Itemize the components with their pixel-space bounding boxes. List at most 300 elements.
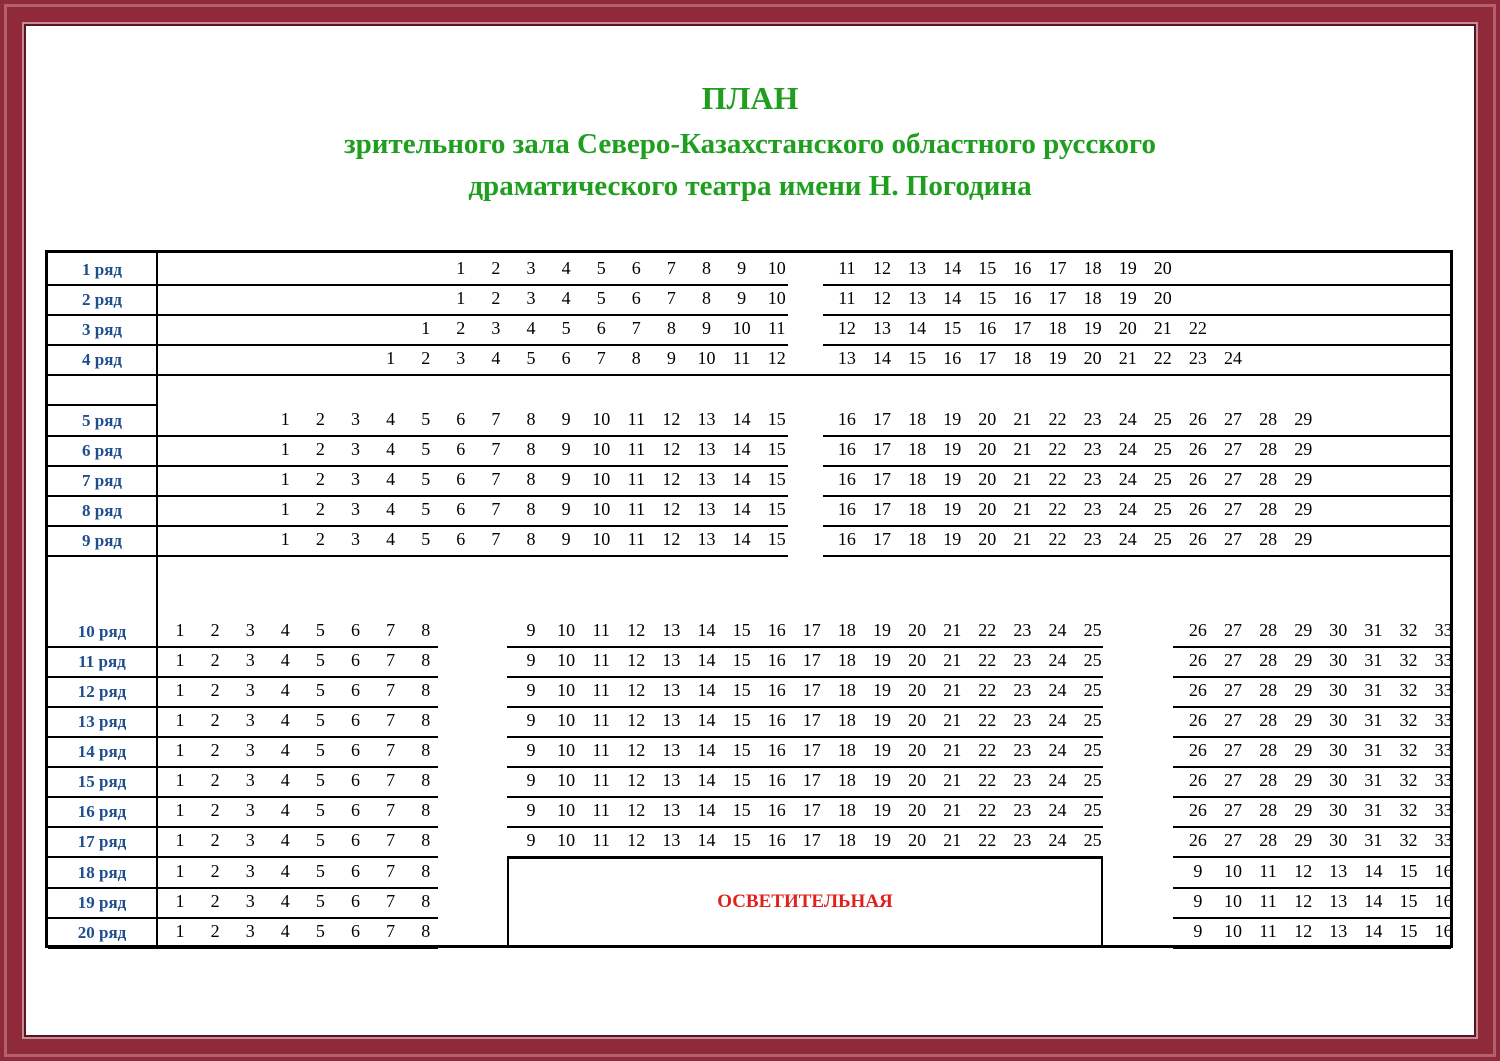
seat[interactable]: 3	[526, 288, 536, 308]
seat[interactable]: 9	[561, 499, 571, 519]
seat[interactable]: 5	[315, 770, 325, 790]
seat[interactable]: 3	[351, 409, 360, 429]
seat[interactable]: 29	[1294, 800, 1313, 820]
seat[interactable]: 18	[908, 499, 927, 519]
seat[interactable]: 20	[908, 830, 927, 850]
seat[interactable]: 2	[210, 861, 220, 881]
seat[interactable]: 14	[1364, 891, 1383, 911]
seat[interactable]: 5	[315, 620, 325, 640]
seat[interactable]: 29	[1294, 830, 1313, 850]
seat[interactable]: 1	[386, 348, 396, 368]
seat[interactable]: 18	[837, 830, 856, 850]
seat[interactable]: 30	[1329, 620, 1348, 640]
seat[interactable]: 24	[1048, 710, 1067, 730]
seat[interactable]: 7	[596, 348, 606, 368]
seat[interactable]: 20	[908, 740, 927, 760]
seat[interactable]: 4	[280, 891, 290, 911]
seat[interactable]: 10	[732, 318, 751, 338]
seat[interactable]: 9	[526, 680, 536, 700]
seat[interactable]: 1	[280, 409, 290, 429]
seat[interactable]: 20	[908, 770, 927, 790]
seat[interactable]: 14	[697, 830, 716, 850]
seat[interactable]: 4	[280, 861, 290, 881]
seat[interactable]: 33	[1434, 710, 1453, 730]
seat[interactable]: 12	[1294, 861, 1313, 881]
seat[interactable]: 12	[1294, 891, 1313, 911]
seat[interactable]: 23	[1013, 770, 1032, 790]
seat[interactable]: 13	[908, 288, 927, 308]
seat[interactable]: 12	[662, 439, 681, 459]
seat[interactable]: 25	[1153, 529, 1172, 549]
seat[interactable]: 4	[386, 499, 396, 519]
seat[interactable]: 2	[210, 891, 220, 911]
seat[interactable]: 3	[245, 861, 255, 881]
seat[interactable]: 31	[1364, 620, 1383, 640]
seat[interactable]: 14	[732, 409, 751, 429]
seat[interactable]: 17	[802, 800, 821, 820]
seat[interactable]: 21	[1118, 348, 1137, 368]
seat[interactable]: 4	[280, 650, 290, 670]
seat[interactable]: 27	[1224, 499, 1242, 519]
seat[interactable]: 11	[1259, 921, 1277, 941]
seat[interactable]: 1	[456, 258, 466, 278]
seat[interactable]: 26	[1188, 830, 1207, 850]
seat[interactable]: 15	[732, 830, 751, 850]
seat[interactable]: 10	[557, 650, 576, 670]
seat[interactable]: 3	[245, 740, 255, 760]
seat[interactable]: 3	[245, 800, 255, 820]
seat[interactable]: 33	[1434, 620, 1453, 640]
seat[interactable]: 12	[873, 288, 891, 308]
seat[interactable]: 14	[697, 650, 716, 670]
seat[interactable]: 31	[1364, 710, 1383, 730]
seat[interactable]: 18	[837, 710, 856, 730]
seat[interactable]: 17	[802, 620, 821, 640]
seat[interactable]: 25	[1083, 650, 1102, 670]
seat[interactable]: 1	[175, 830, 185, 850]
seat[interactable]: 16	[767, 770, 786, 790]
seat[interactable]: 25	[1153, 409, 1172, 429]
seat[interactable]: 26	[1188, 680, 1207, 700]
seat[interactable]: 5	[315, 830, 325, 850]
seat[interactable]: 8	[666, 318, 676, 338]
seat[interactable]: 10	[557, 800, 576, 820]
seat[interactable]: 11	[592, 680, 610, 700]
seat[interactable]: 2	[210, 830, 220, 850]
seat[interactable]: 15	[767, 469, 786, 489]
seat[interactable]: 17	[802, 710, 821, 730]
seat[interactable]: 9	[737, 288, 747, 308]
seat[interactable]: 8	[421, 830, 431, 850]
seat[interactable]: 14	[1364, 921, 1383, 941]
seat[interactable]: 2	[210, 770, 220, 790]
seat[interactable]: 23	[1013, 830, 1032, 850]
seat[interactable]: 13	[908, 258, 927, 278]
seat[interactable]: 1	[280, 439, 290, 459]
seat[interactable]: 23	[1013, 680, 1032, 700]
seat[interactable]: 25	[1153, 469, 1172, 489]
seat[interactable]: 12	[662, 499, 681, 519]
seat[interactable]: 16	[767, 710, 786, 730]
seat[interactable]: 16	[837, 409, 856, 429]
seat[interactable]: 22	[978, 620, 997, 640]
seat[interactable]: 9	[702, 318, 711, 338]
seat[interactable]: 19	[873, 770, 891, 790]
seat[interactable]: 1	[175, 770, 185, 790]
seat[interactable]: 1	[456, 288, 466, 308]
seat[interactable]: 7	[386, 830, 396, 850]
seat[interactable]: 14	[873, 348, 891, 368]
seat[interactable]: 4	[386, 409, 396, 429]
seat[interactable]: 24	[1048, 830, 1067, 850]
seat[interactable]: 26	[1188, 710, 1207, 730]
seat[interactable]: 28	[1259, 439, 1278, 459]
seat[interactable]: 6	[351, 770, 360, 790]
seat[interactable]: 16	[767, 830, 786, 850]
seat[interactable]: 19	[943, 469, 962, 489]
seat[interactable]: 4	[561, 258, 571, 278]
seat[interactable]: 15	[978, 258, 997, 278]
seat[interactable]: 14	[697, 710, 716, 730]
seat[interactable]: 4	[561, 288, 571, 308]
seat[interactable]: 3	[351, 499, 360, 519]
seat[interactable]: 28	[1259, 499, 1278, 519]
seat[interactable]: 15	[767, 439, 786, 459]
seat[interactable]: 12	[627, 770, 646, 790]
seat[interactable]: 9	[1193, 921, 1203, 941]
seat[interactable]: 15	[908, 348, 927, 368]
seat[interactable]: 9	[526, 650, 536, 670]
seat[interactable]: 5	[561, 318, 571, 338]
seat[interactable]: 16	[837, 499, 856, 519]
seat[interactable]: 4	[386, 439, 396, 459]
seat[interactable]: 9	[737, 258, 747, 278]
seat[interactable]: 8	[421, 650, 431, 670]
seat[interactable]: 22	[1188, 318, 1207, 338]
seat[interactable]: 24	[1118, 469, 1137, 489]
seat[interactable]: 13	[662, 650, 681, 670]
seat[interactable]: 2	[210, 680, 220, 700]
seat[interactable]: 15	[732, 710, 751, 730]
seat[interactable]: 15	[732, 650, 751, 670]
seat[interactable]: 6	[351, 620, 360, 640]
seat[interactable]: 14	[732, 439, 751, 459]
seat[interactable]: 32	[1399, 740, 1418, 760]
seat[interactable]: 23	[1013, 650, 1032, 670]
seat[interactable]: 29	[1294, 710, 1313, 730]
seat[interactable]: 32	[1399, 770, 1418, 790]
seat[interactable]: 9	[561, 409, 571, 429]
seat[interactable]: 25	[1083, 710, 1102, 730]
seat[interactable]: 19	[943, 499, 962, 519]
seat[interactable]: 6	[351, 650, 360, 670]
seat[interactable]: 10	[592, 469, 611, 489]
seat[interactable]: 8	[421, 680, 431, 700]
seat[interactable]: 32	[1399, 710, 1418, 730]
seat[interactable]: 5	[315, 710, 325, 730]
seat[interactable]: 17	[873, 529, 891, 549]
seat[interactable]: 17	[802, 830, 821, 850]
seat[interactable]: 23	[1083, 469, 1102, 489]
seat[interactable]: 17	[873, 499, 891, 519]
seat[interactable]: 14	[908, 318, 927, 338]
seat[interactable]: 28	[1259, 680, 1278, 700]
seat[interactable]: 14	[732, 499, 751, 519]
seat[interactable]: 19	[873, 800, 891, 820]
seat[interactable]: 1	[280, 469, 290, 489]
seat[interactable]: 29	[1294, 439, 1313, 459]
seat[interactable]: 27	[1224, 469, 1242, 489]
seat[interactable]: 2	[491, 258, 501, 278]
seat[interactable]: 10	[1224, 921, 1242, 941]
seat[interactable]: 28	[1259, 770, 1278, 790]
seat[interactable]: 21	[943, 740, 962, 760]
seat[interactable]: 17	[1013, 318, 1032, 338]
seat[interactable]: 26	[1188, 800, 1207, 820]
seat[interactable]: 21	[943, 680, 962, 700]
seat[interactable]: 23	[1083, 499, 1102, 519]
seat[interactable]: 10	[1224, 891, 1242, 911]
seat[interactable]: 13	[697, 409, 716, 429]
seat[interactable]: 13	[1329, 921, 1348, 941]
seat[interactable]: 30	[1329, 680, 1348, 700]
seat[interactable]: 3	[245, 830, 255, 850]
seat[interactable]: 8	[526, 409, 536, 429]
seat[interactable]: 27	[1224, 409, 1242, 429]
seat[interactable]: 20	[1083, 348, 1102, 368]
seat[interactable]: 6	[351, 680, 360, 700]
seat[interactable]: 5	[315, 680, 325, 700]
seat[interactable]: 20	[908, 650, 927, 670]
seat[interactable]: 14	[697, 770, 716, 790]
seat[interactable]: 2	[315, 529, 325, 549]
seat[interactable]: 23	[1013, 620, 1032, 640]
seat[interactable]: 19	[943, 439, 962, 459]
seat[interactable]: 1	[175, 861, 185, 881]
seat[interactable]: 27	[1224, 830, 1242, 850]
seat[interactable]: 24	[1048, 770, 1067, 790]
seat[interactable]: 6	[456, 499, 466, 519]
seat[interactable]: 7	[386, 680, 396, 700]
seat[interactable]: 6	[456, 529, 466, 549]
seat[interactable]: 13	[662, 770, 681, 790]
seat[interactable]: 22	[1153, 348, 1172, 368]
seat[interactable]: 8	[526, 439, 536, 459]
seat[interactable]: 18	[908, 529, 927, 549]
seat[interactable]: 13	[697, 499, 716, 519]
seat[interactable]: 5	[421, 409, 431, 429]
seat[interactable]: 27	[1224, 710, 1242, 730]
seat[interactable]: 1	[280, 529, 290, 549]
seat[interactable]: 3	[245, 921, 255, 941]
seat[interactable]: 30	[1329, 650, 1348, 670]
seat[interactable]: 20	[1118, 318, 1137, 338]
seat[interactable]: 25	[1083, 800, 1102, 820]
seat[interactable]: 22	[978, 800, 997, 820]
seat[interactable]: 17	[873, 409, 891, 429]
seat[interactable]: 10	[557, 680, 576, 700]
seat[interactable]: 13	[1329, 861, 1348, 881]
seat[interactable]: 4	[280, 921, 290, 941]
seat[interactable]: 19	[1118, 258, 1137, 278]
seat[interactable]: 26	[1188, 529, 1207, 549]
seat[interactable]: 8	[526, 499, 536, 519]
seat[interactable]: 6	[351, 921, 360, 941]
seat[interactable]: 7	[386, 921, 396, 941]
seat[interactable]: 7	[386, 800, 396, 820]
seat[interactable]: 2	[315, 499, 325, 519]
seat[interactable]: 24	[1048, 740, 1067, 760]
seat[interactable]: 8	[421, 710, 431, 730]
seat[interactable]: 3	[245, 710, 255, 730]
seat[interactable]: 6	[596, 318, 606, 338]
seat[interactable]: 30	[1329, 830, 1348, 850]
seat[interactable]: 7	[631, 318, 641, 338]
seat[interactable]: 13	[873, 318, 891, 338]
seat[interactable]: 20	[978, 409, 997, 429]
seat[interactable]: 18	[1083, 288, 1102, 308]
seat[interactable]: 20	[978, 529, 997, 549]
seat[interactable]: 5	[596, 288, 606, 308]
seat[interactable]: 12	[627, 740, 646, 760]
seat[interactable]: 21	[1013, 409, 1032, 429]
seat[interactable]: 2	[491, 288, 501, 308]
seat[interactable]: 14	[943, 258, 962, 278]
seat[interactable]: 5	[421, 529, 431, 549]
seat[interactable]: 3	[351, 469, 360, 489]
seat[interactable]: 32	[1399, 650, 1418, 670]
seat[interactable]: 23	[1083, 439, 1102, 459]
seat[interactable]: 19	[1048, 348, 1067, 368]
seat[interactable]: 23	[1013, 740, 1032, 760]
seat[interactable]: 16	[837, 469, 856, 489]
seat[interactable]: 2	[210, 740, 220, 760]
seat[interactable]: 30	[1329, 800, 1348, 820]
seat[interactable]: 12	[627, 800, 646, 820]
seat[interactable]: 10	[767, 258, 786, 278]
seat[interactable]: 23	[1013, 710, 1032, 730]
seat[interactable]: 4	[491, 348, 501, 368]
seat[interactable]: 11	[838, 288, 856, 308]
seat[interactable]: 16	[1013, 288, 1032, 308]
seat[interactable]: 3	[245, 650, 255, 670]
seat[interactable]: 7	[386, 650, 396, 670]
seat[interactable]: 28	[1259, 620, 1278, 640]
seat[interactable]: 18	[837, 680, 856, 700]
seat[interactable]: 21	[1013, 469, 1032, 489]
seat[interactable]: 24	[1048, 620, 1067, 640]
seat[interactable]: 22	[978, 680, 997, 700]
seat[interactable]: 18	[908, 439, 927, 459]
seat[interactable]: 22	[1048, 439, 1067, 459]
seat[interactable]: 2	[421, 348, 431, 368]
seat[interactable]: 1	[175, 710, 185, 730]
seat[interactable]: 31	[1364, 800, 1383, 820]
seat[interactable]: 7	[386, 740, 396, 760]
seat[interactable]: 6	[456, 409, 466, 429]
seat[interactable]: 12	[662, 529, 681, 549]
seat[interactable]: 20	[978, 499, 997, 519]
seat[interactable]: 12	[767, 348, 786, 368]
seat[interactable]: 20	[1153, 288, 1172, 308]
seat[interactable]: 29	[1294, 650, 1313, 670]
seat[interactable]: 24	[1118, 529, 1137, 549]
seat[interactable]: 7	[386, 710, 396, 730]
seat[interactable]: 6	[351, 800, 360, 820]
seat[interactable]: 5	[421, 469, 431, 489]
seat[interactable]: 7	[491, 409, 501, 429]
seat[interactable]: 25	[1083, 740, 1102, 760]
seat[interactable]: 15	[732, 770, 751, 790]
seat[interactable]: 4	[280, 770, 290, 790]
seat[interactable]: 26	[1188, 499, 1207, 519]
seat[interactable]: 15	[732, 800, 751, 820]
seat[interactable]: 19	[1118, 288, 1137, 308]
seat[interactable]: 30	[1329, 740, 1348, 760]
seat[interactable]: 11	[768, 318, 786, 338]
seat[interactable]: 8	[702, 288, 711, 308]
seat[interactable]: 21	[943, 710, 962, 730]
seat[interactable]: 9	[561, 469, 571, 489]
seat[interactable]: 14	[697, 800, 716, 820]
seat[interactable]: 12	[627, 680, 646, 700]
seat[interactable]: 11	[592, 620, 610, 640]
seat[interactable]: 24	[1048, 680, 1067, 700]
seat[interactable]: 14	[697, 740, 716, 760]
seat[interactable]: 2	[315, 409, 325, 429]
seat[interactable]: 15	[767, 529, 786, 549]
seat[interactable]: 10	[592, 529, 611, 549]
seat[interactable]: 16	[978, 318, 997, 338]
seat[interactable]: 13	[697, 529, 716, 549]
seat[interactable]: 26	[1188, 409, 1207, 429]
seat[interactable]: 1	[175, 680, 185, 700]
seat[interactable]: 22	[1048, 499, 1067, 519]
seat[interactable]: 16	[767, 740, 786, 760]
seat[interactable]: 12	[627, 710, 646, 730]
seat[interactable]: 3	[245, 620, 255, 640]
seat[interactable]: 5	[315, 800, 325, 820]
seat[interactable]: 33	[1434, 770, 1453, 790]
seat[interactable]: 16	[767, 680, 786, 700]
seat[interactable]: 14	[697, 680, 716, 700]
seat[interactable]: 8	[702, 258, 711, 278]
seat[interactable]: 2	[210, 800, 220, 820]
seat[interactable]: 15	[767, 409, 786, 429]
seat[interactable]: 16	[767, 650, 786, 670]
seat[interactable]: 10	[557, 710, 576, 730]
seat[interactable]: 30	[1329, 770, 1348, 790]
seat[interactable]: 33	[1434, 740, 1453, 760]
seat[interactable]: 11	[592, 830, 610, 850]
seat[interactable]: 28	[1259, 469, 1278, 489]
seat[interactable]: 10	[557, 740, 576, 760]
seat[interactable]: 8	[421, 620, 431, 640]
seat[interactable]: 7	[386, 770, 396, 790]
seat[interactable]: 2	[210, 710, 220, 730]
seat[interactable]: 7	[666, 258, 676, 278]
seat[interactable]: 32	[1399, 620, 1418, 640]
seat[interactable]: 8	[526, 529, 536, 549]
seat[interactable]: 3	[245, 770, 255, 790]
seat[interactable]: 19	[873, 650, 891, 670]
seat[interactable]: 10	[592, 499, 611, 519]
seat[interactable]: 25	[1083, 620, 1102, 640]
seat[interactable]: 4	[280, 830, 290, 850]
seat[interactable]: 20	[978, 469, 997, 489]
seat[interactable]: 18	[908, 409, 927, 429]
seat[interactable]: 15	[767, 499, 786, 519]
